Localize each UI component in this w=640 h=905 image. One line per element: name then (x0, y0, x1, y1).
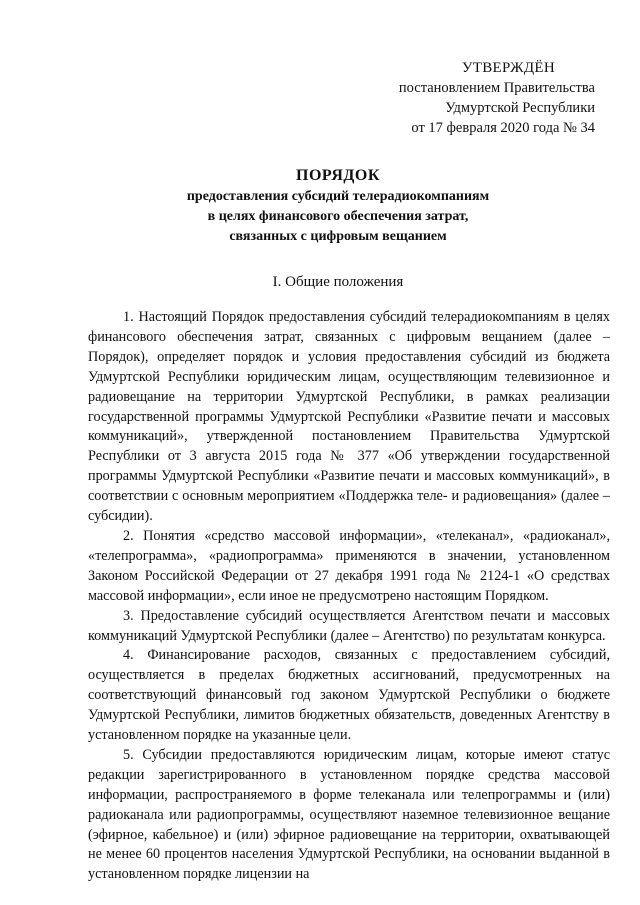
paragraph-4: 4. Финансирование расходов, связанных с предоставлением субсидий, осуществляется в пределах бюджетных ассигнований, предусмотренных на соответствующий финансовый год законом Удмуртской Республики о бюджете Удмуртской Республики, лимитов бюджетных обязательств, доведенных Агентству в установленном порядке на указанные цели. (88, 647, 610, 744)
approval-line-1: постановлением Правительства (398, 80, 595, 96)
paragraph-3: 3. Предоставление субсидий осуществляется Агентством печати и массовых коммуникаций Удмуртской Республики (далее – Агентство) по результатам конкурса. (88, 607, 610, 644)
document-subtitle-line-3: связанных с цифровым вещанием (229, 229, 447, 244)
paragraph-2: 2. Понятия «средство массовой информации», «телеканал», «радиоканал», «телепрограмма», «радиопрограмма» применяются в значении, установленном Законом Российской Федерации от 27 декабря 1991 года № 2124-1 «О средствах массовой информации», если иное не предусмотрено настоящим Порядком. (88, 527, 610, 604)
approval-line-3: от 17 февраля 2020 года № 34 (411, 120, 595, 136)
document-body (88, 308, 610, 885)
approval-title: УТВЕРЖДЁН (461, 60, 555, 76)
approval-line-2: Удмуртской Республики (445, 100, 595, 116)
paragraph-1: 1. Настоящий Порядок предоставления субсидий телерадиокомпаниям в целях финансового обеспечения затрат, связанных с цифровым вещанием (далее – Порядок), определяет порядок и условия предоставления субсидий из бюджета Удмуртской Республики юридическим лицам, осуществляющим телевизионное и радиовещание на территории Удмуртской Республики, в рамках реализации государственной программы Удмуртской Республики «Развитие печати и массовых коммуникаций», утвержденной постановлением Правительства Удмуртской Республики от 3 августа 2015 года № 377 «Об утверждении государственной программы Удмуртской Республики «Развитие печати и массовых коммуникаций», в соответствии с основным мероприятием «Поддержка теле- и радиовещания» (далее – субсидии). (88, 309, 610, 525)
document-subtitle-line-1: предоставления субсидий телерадиокомпаниям (186, 189, 490, 204)
document-title: ПОРЯДОК (296, 167, 380, 184)
document-subtitle-line-2: в целях финансового обеспечения затрат, (207, 209, 469, 224)
paragraph-5: 5. Субсидии предоставляются юридическим лицам, которые имеют статус редакции зарегистрированного в установленном порядке средства массовой информации, распространяемого в форме телеканала или телепрограммы и (или) радиоканала или радиопрограммы, осуществляют наземное телевизионное вещание (эфирное, кабельное) и (или) эфирное радиовещание на территории, охватывающей не менее 60 процентов населения Удмуртской Республики, на основании выданной в установленном порядке лицензии на (88, 746, 610, 883)
document-title-block (88, 165, 588, 247)
approval-block (380, 58, 595, 138)
section-heading: I. Общие положения (272, 274, 404, 290)
